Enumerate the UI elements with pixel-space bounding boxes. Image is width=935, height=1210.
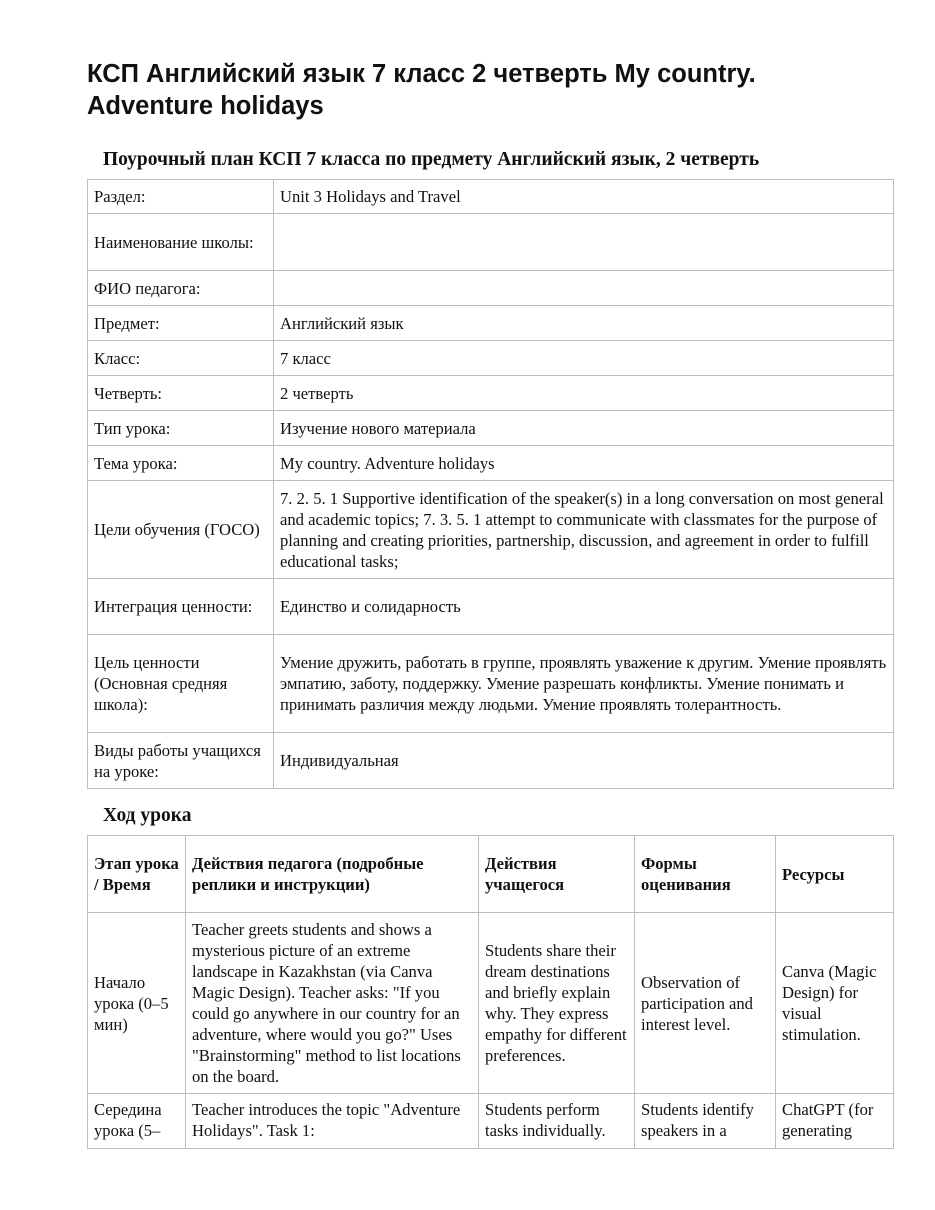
column-header-assessment: Формы оценивания: [635, 836, 776, 913]
info-row-lesson-type: [88, 411, 894, 446]
info-row-value-integration: [88, 579, 894, 635]
column-header-teacher-actions: Действия педагога (подробные реплики и инструкции): [186, 836, 479, 913]
info-value: [274, 214, 894, 271]
info-value: Единство и солидарность: [274, 579, 894, 635]
info-row-subject: [88, 306, 894, 341]
table-row: [88, 1094, 894, 1149]
stage-text: Середина урока (5–: [94, 1100, 162, 1140]
stage-cell: [88, 1094, 186, 1149]
info-row-school: [88, 214, 894, 271]
lesson-progress-table: [87, 835, 894, 1149]
info-label: Цели обучения (ГОСО): [88, 481, 274, 579]
lesson-info-table: [87, 179, 894, 789]
info-value: 2 четверть: [274, 376, 894, 411]
info-value: Unit 3 Holidays and Travel: [274, 180, 894, 214]
column-header-stage: Этап урока / Время: [88, 836, 186, 913]
info-row-unit: [88, 180, 894, 214]
assessment-text: Students identify speakers in a: [641, 1100, 754, 1140]
info-label: Цель ценности (Основная средняя школа):: [88, 635, 274, 733]
info-value: [274, 271, 894, 306]
info-value: My country. Adventure holidays: [274, 446, 894, 481]
resources-cell: Canva (Magic Design) for visual stimulation.: [776, 913, 894, 1094]
info-value: 7. 2. 5. 1 Supportive identification of the speaker(s) in a long conversation on most general and academic topics; 7. 3. 5. 1 attempt to communicate with classmates for the purpose of planning and creating priorities, partnership, discussion, and agreement in order to fulfill educational tasks;: [274, 481, 894, 579]
info-label: Интеграция ценности:: [88, 579, 274, 635]
info-label: Виды работы учащихся на уроке:: [88, 733, 274, 789]
info-label: Класс:: [88, 341, 274, 376]
lesson-progress-heading: Ход урока: [103, 805, 192, 826]
info-row-work-types: [88, 733, 894, 789]
lesson-header-row: [88, 836, 894, 913]
info-label: Тема урока:: [88, 446, 274, 481]
info-value: Умение дружить, работать в группе, проявлять уважение к другим. Умение проявлять эмпатию, заботу, поддержку. Умение разрешать конфликты. Умение понимать и принимать различия между людьми. Умение проявлять толерантность.: [274, 635, 894, 733]
column-header-resources: Ресурсы: [776, 836, 894, 913]
info-row-term: [88, 376, 894, 411]
info-value: 7 класс: [274, 341, 894, 376]
document-title: КСП Английский язык 7 класс 2 четверть My country. Adventure holidays: [87, 60, 756, 120]
info-label: Предмет:: [88, 306, 274, 341]
resources-cell: [776, 1094, 894, 1149]
info-value: Индивидуальная: [274, 733, 894, 789]
plan-heading: Поурочный план КСП 7 класса по предмету Английский язык, 2 четверть: [103, 149, 760, 170]
student-actions-cell: [479, 1094, 635, 1149]
stage-cell: Начало урока (0–5 мин): [88, 913, 186, 1094]
info-label: Тип урока:: [88, 411, 274, 446]
column-header-student-actions: Действия учащегося: [479, 836, 635, 913]
info-label: Четверть:: [88, 376, 274, 411]
student-actions-text: Students perform tasks individually.: [485, 1100, 606, 1140]
info-value: Изучение нового материала: [274, 411, 894, 446]
resources-text: ChatGPT (for generating: [782, 1100, 874, 1140]
student-actions-cell: Students share their dream destinations and briefly explain why. They express empathy for different preferences.: [479, 913, 635, 1094]
info-row-grade: [88, 341, 894, 376]
teacher-actions-text: Teacher introduces the topic "Adventure Holidays". Task 1:: [192, 1100, 461, 1140]
info-row-teacher: [88, 271, 894, 306]
info-row-topic: [88, 446, 894, 481]
assessment-cell: [635, 1094, 776, 1149]
info-label: ФИО педагога:: [88, 271, 274, 306]
teacher-actions-cell: Teacher greets students and shows a mysterious picture of an extreme landscape in Kazakhstan (via Canva Magic Design). Teacher asks: "If you could go anywhere in our country for an adventure, where would you go?" Uses "Brainstorming" method to list locations on the board.: [186, 913, 479, 1094]
teacher-actions-cell: [186, 1094, 479, 1149]
assessment-cell: Observation of participation and interest level.: [635, 913, 776, 1094]
info-value: Английский язык: [274, 306, 894, 341]
info-row-learning-goals: [88, 481, 894, 579]
info-label: Наименование школы:: [88, 214, 274, 271]
info-label: Раздел:: [88, 180, 274, 214]
info-row-value-goal: [88, 635, 894, 733]
table-row: [88, 913, 894, 1094]
